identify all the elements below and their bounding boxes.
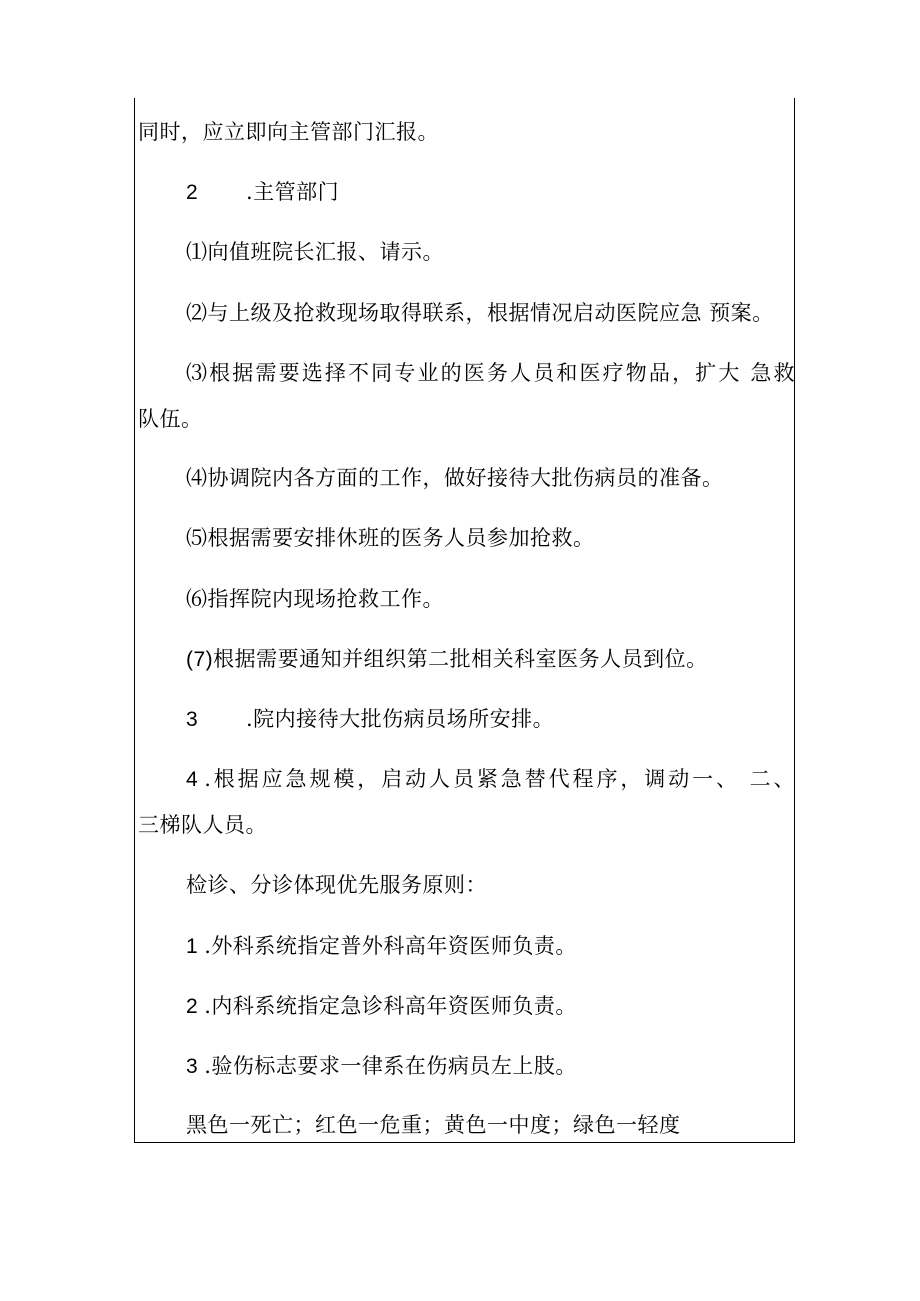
list-item-1: ⑴向值班院长汇报、请示。 [186,240,444,264]
section-title: .主管部门 [246,180,340,204]
rule-text: .内科系统指定急诊科高年资医师负责。 [204,994,577,1018]
paragraph-line-1: 同时，应立即向主管部门汇报。 [138,120,439,144]
rule-item-1 [186,934,577,959]
subheading: 检诊、分诊体现优先服务原则： [186,873,487,897]
rule-item-2 [186,994,577,1019]
list-item-3: ⑶根据需要选择不同专业的医务人员和医疗物品，扩大 急救 [186,361,795,385]
section-number: 3 [186,708,199,731]
list-number: (7) [186,648,214,671]
list-item-4: ⑷协调院内各方面的工作，做好接待大批伤病员的准备。 [186,466,724,490]
section-4-continued: 三梯队人员。 [138,813,267,837]
rule-text: .外科系统指定普外科高年资医师负责。 [204,934,577,958]
rule-number: 3 [186,1055,199,1078]
section-title: .根据应急规模，启动人员紧急替代程序，调动一、 二、 [204,767,795,791]
rule-number: 2 [186,995,199,1018]
list-text: 根据需要通知并组织第二批相关科室医务人员到位。 [213,647,708,671]
rule-item-3 [186,1054,577,1079]
section-number: 4 [186,768,199,791]
rule-number: 1 [186,935,199,958]
section-heading-2 [186,180,339,205]
section-title: .院内接待大批伤病员场所安排。 [246,707,555,731]
list-item-6: ⑹指挥院内现场抢救工作。 [186,587,444,611]
list-item-5: ⑸根据需要安排休班的医务人员参加抢救。 [186,526,595,550]
section-heading-4 [186,767,795,792]
list-item-7 [186,647,708,672]
section-heading-3 [186,707,554,732]
section-number: 2 [186,181,199,204]
list-item-2: ⑵与上级及抢救现场取得联系，根据情况启动医院应急 预案。 [186,301,774,325]
color-code-legend: 黑色一死亡；红色一危重；黄色一中度；绿色一轻度 [186,1113,681,1137]
rule-text: .验伤标志要求一律系在伤病员左上肢。 [204,1054,577,1078]
list-item-3-continued: 队伍。 [138,407,203,431]
